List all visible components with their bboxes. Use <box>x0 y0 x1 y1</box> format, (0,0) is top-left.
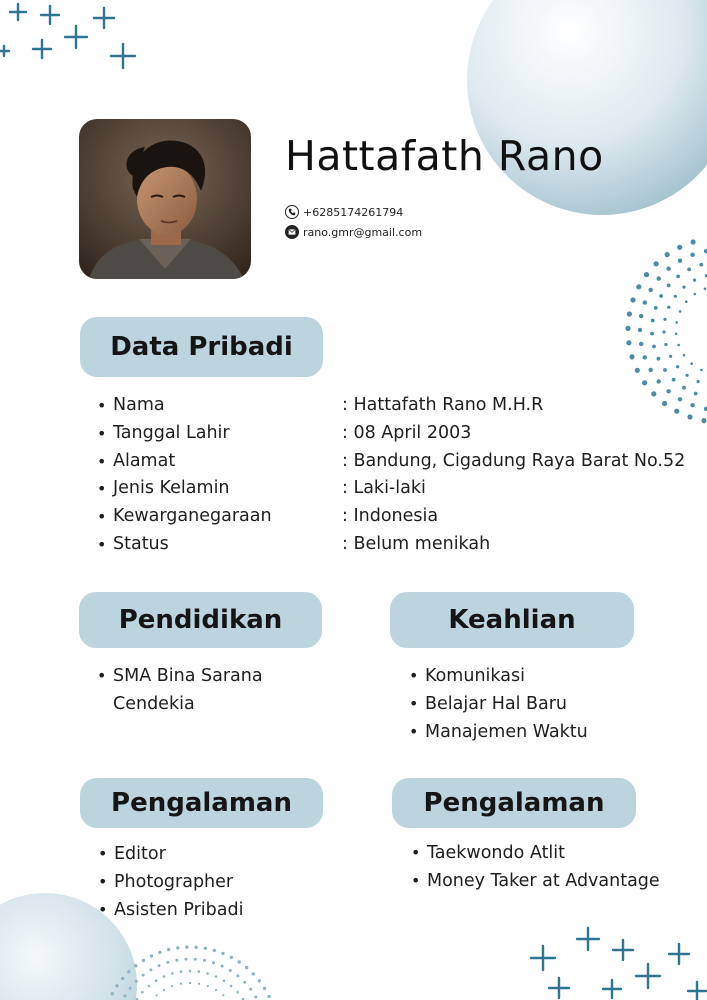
full-name: Hattafath Rano <box>285 132 604 180</box>
phone-contact <box>285 204 403 220</box>
label-status: • Status <box>97 531 272 559</box>
value-status: : Belum menikah <box>342 533 491 554</box>
section-heading-keahlian <box>390 592 634 648</box>
list-item: • Taekwondo Atlit <box>411 839 660 867</box>
data-pribadi-title: Data Pribadi <box>110 332 293 362</box>
section-heading-data-pribadi <box>80 317 323 377</box>
bottom-right-plus-pattern <box>531 928 706 1000</box>
label-alamat: • Alamat <box>97 448 272 476</box>
value-nama: : Hattafath Rano M.H.R <box>342 395 544 415</box>
pengalaman-kerja-title: Pengalaman <box>111 788 292 818</box>
list-item: • Asisten Pribadi <box>98 896 243 924</box>
personal-data-values <box>342 392 685 559</box>
pendidikan-list <box>97 662 297 718</box>
list-item: • Money Taker at Advantage <box>411 867 660 895</box>
value-alamat: : Bandung, Cigadung Raya Barat No.52 <box>342 450 686 471</box>
value-jenis-kelamin: : Laki-laki <box>342 478 426 499</box>
value-tanggal-lahir: : 08 April 2003 <box>342 422 472 443</box>
phone-number[interactable]: +6285174261794 <box>303 205 404 219</box>
email-contact <box>285 224 422 240</box>
label-jenis-kelamin: • Jenis Kelamin <box>97 475 272 503</box>
list-item: • Komunikasi <box>409 662 588 690</box>
top-left-plus-pattern <box>0 4 135 68</box>
pengalaman-lain-list <box>411 839 660 895</box>
value-kewarganegaraan: : Indonesia <box>342 506 439 527</box>
profile-photo <box>79 119 251 279</box>
label-nama: • Nama <box>97 392 272 420</box>
email-address[interactable]: rano.gmr@gmail.com <box>303 225 423 239</box>
list-item: • Photographer <box>98 868 243 896</box>
section-heading-pendidikan <box>79 592 322 648</box>
personal-data-labels <box>97 392 272 559</box>
keahlian-list <box>409 662 588 746</box>
top-right-circle <box>467 0 707 215</box>
label-tanggal-lahir: • Tanggal Lahir <box>97 420 272 448</box>
pendidikan-title: Pendidikan <box>118 605 283 635</box>
pengalaman-kerja-list <box>98 840 243 924</box>
phone-icon <box>285 205 299 219</box>
mail-icon <box>285 225 299 239</box>
list-item: • SMA Bina Sarana Cendekia <box>97 662 297 718</box>
list-item: • Editor <box>98 840 243 868</box>
section-heading-pengalaman-kerja <box>80 778 323 828</box>
list-item: • Manajemen Waktu <box>409 718 588 746</box>
pengalaman-lain-title: Pengalaman <box>423 788 605 818</box>
section-heading-pengalaman-lain <box>392 778 636 828</box>
keahlian-title: Keahlian <box>448 605 576 635</box>
list-item: • Belajar Hal Baru <box>409 690 588 718</box>
label-kewarganegaraan: • Kewarganegaraan <box>97 503 272 531</box>
